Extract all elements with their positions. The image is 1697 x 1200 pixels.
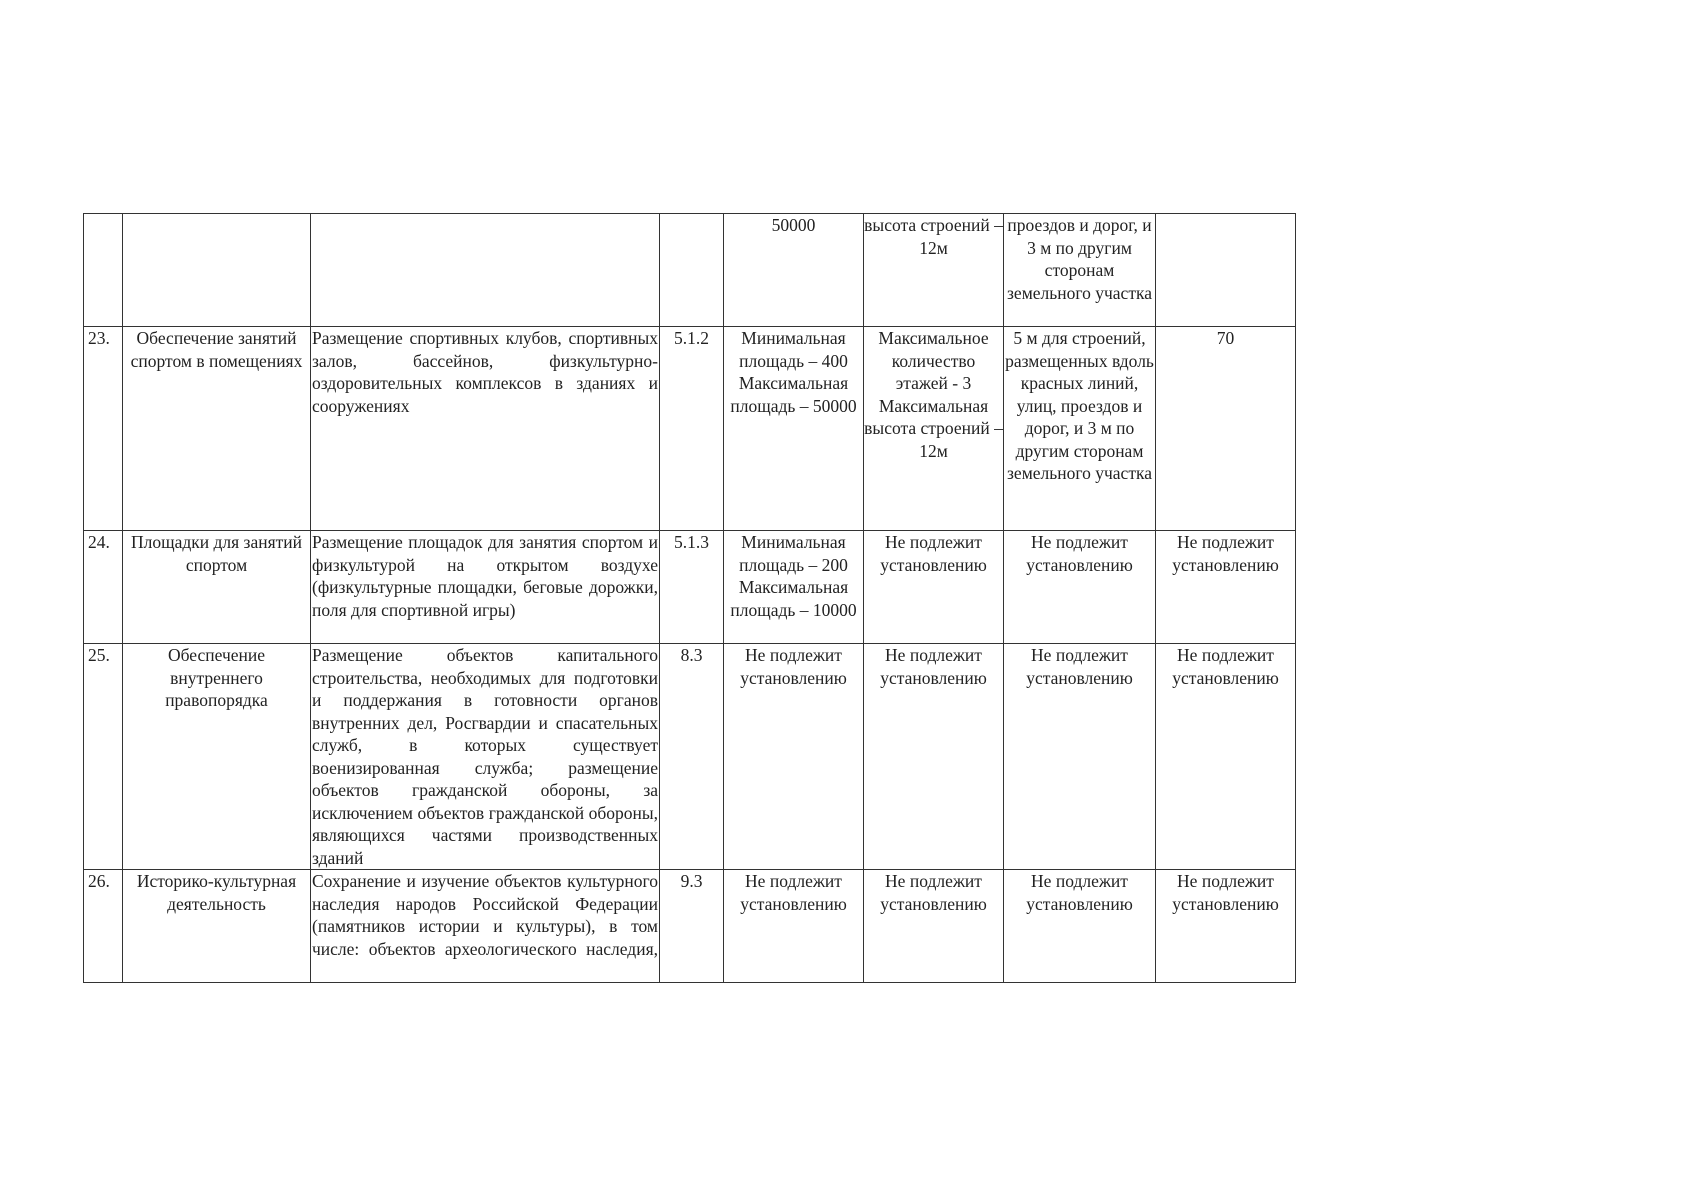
coverage-percent: Не подлежит установлению [1156, 531, 1296, 644]
table-row [84, 870, 1296, 983]
plot-area-limits: Минимальная площадь – 200 Максимальная площадь – 10000 [724, 531, 864, 644]
use-type-name: Обеспечение занятий спортом в помещениях [123, 327, 311, 531]
floors-height-limits: Не подлежит установлению [864, 644, 1004, 870]
land-use-table [83, 213, 1296, 983]
table-row [84, 644, 1296, 870]
plot-area-limits: Не подлежит установлению [724, 870, 864, 983]
coverage-percent: Не подлежит установлению [1156, 644, 1296, 870]
coverage-percent [1156, 214, 1296, 327]
use-type-code: 9.3 [660, 870, 724, 983]
use-type-description: Размещение спортивных клубов, спортивных залов, бассейнов, физкультурно-оздоровительных комплексов в зданиях и сооружениях [311, 327, 660, 531]
use-type-name: Площадки для занятий спортом [123, 531, 311, 644]
floors-height-limits: Максимальное количество этажей - 3 Максимальная высота строений – 12м [864, 327, 1004, 531]
floors-height-limits: Не подлежит установлению [864, 870, 1004, 983]
use-type-code: 5.1.3 [660, 531, 724, 644]
use-type-description: Сохранение и изучение объектов культурного наследия народов Российской Федерации (памятников истории и культуры), в том числе: объектов археологического наследия, [311, 870, 660, 983]
setback-limits: 5 м для строений, размещенных вдоль красных линий, улиц, проездов и дорог, и 3 м по другим сторонам земельного участка [1004, 327, 1156, 531]
table-row [84, 327, 1296, 531]
coverage-percent: 70 [1156, 327, 1296, 531]
use-type-name: Историко-культурная деятельность [123, 870, 311, 983]
row-number: 26. [84, 870, 123, 983]
setback-limits: Не подлежит установлению [1004, 531, 1156, 644]
use-type-code [660, 214, 724, 327]
row-number: 25. [84, 644, 123, 870]
setback-limits: Не подлежит установлению [1004, 870, 1156, 983]
setback-limits: Не подлежит установлению [1004, 644, 1156, 870]
use-type-name [123, 214, 311, 327]
row-number: 23. [84, 327, 123, 531]
row-number [84, 214, 123, 327]
table-row [84, 214, 1296, 327]
use-type-description: Размещение площадок для занятия спортом и физкультурой на открытом воздухе (физкультурные площадки, беговые дорожки, поля для спортивной игры) [311, 531, 660, 644]
floors-height-limits: Не подлежит установлению [864, 531, 1004, 644]
coverage-percent: Не подлежит установлению [1156, 870, 1296, 983]
use-type-description [311, 214, 660, 327]
table-row [84, 531, 1296, 644]
use-type-code: 5.1.2 [660, 327, 724, 531]
use-type-name: Обеспечение внутреннего правопорядка [123, 644, 311, 870]
row-number: 24. [84, 531, 123, 644]
plot-area-limits: 50000 [724, 214, 864, 327]
use-type-description: Размещение объектов капитального строительства, необходимых для подготовки и поддержания в готовности органов внутренних дел, Росгвардии и спасательных служб, в которых существует военизированная служба; размещение объектов гражданской обороны, за исключением объектов гражданской обороны, являющихся частями производственных зданий [312, 645, 658, 868]
setback-limits: проездов и дорог, и 3 м по другим сторонам земельного участка [1004, 214, 1156, 327]
floors-height-limits: высота строений – 12м [864, 214, 1004, 327]
plot-area-limits: Минимальная площадь – 400 Максимальная площадь – 50000 [724, 327, 864, 531]
plot-area-limits: Не подлежит установлению [724, 644, 864, 870]
use-type-code: 8.3 [660, 644, 724, 870]
